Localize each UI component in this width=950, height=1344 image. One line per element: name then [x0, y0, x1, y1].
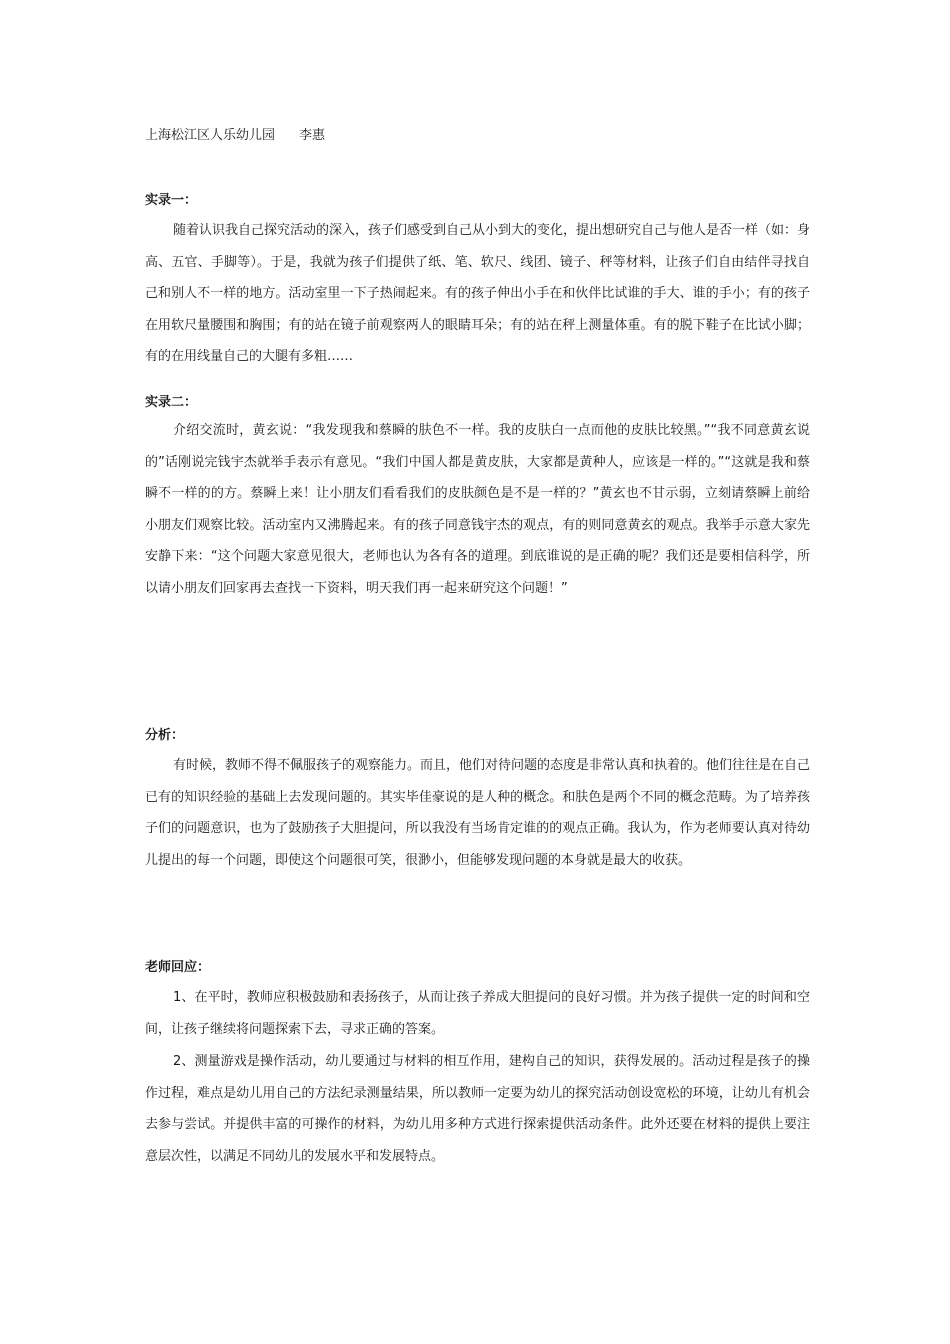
author-name: 李惠	[299, 128, 326, 143]
school-name: 上海松江区人乐幼儿园	[145, 128, 276, 143]
analysis-heading: 分析：	[145, 728, 185, 743]
analysis-paragraph: 有时候，教师不得不佩服孩子的观察能力。而且，他们对待问题的态度是非常认真和执着的。他们往往是在自己已有的知识经验的基础上去发现问题的。其实毕佳豪说的是人种的概念。和肤色是两个不同的概念范畴。为了培养孩子们的问题意识，也为了鼓励孩子大胆提问，所以我没有当场肯定谁的的观点正确。我认为，作为老师要认真对待幼儿提出的每一个问题，即使这个问题很可笑，很渺小，但能够发现问题的本身就是最大的收获。	[145, 758, 811, 868]
record2-paragraph: 介绍交流时，黄玄说：“我发现我和蔡瞬的肤色不一样。我的皮肤白一点而他的皮肤比较黑。”“我不同意黄玄说的”话刚说完钱宇杰就举手表示有意见。“我们中国人都是黄皮肤，大家都是黄种人，应该是一样的。”“这就是我和蔡瞬不一样的的方。蔡瞬上来！让小朋友们看看我们的皮肤颜色是不是一样的？”黄玄也不甘示弱，立刻请蔡瞬上前给小朋友们观察比较。活动室内又沸腾起来。有的孩子同意钱宇杰的观点，有的则同意黄玄的观点。我举手示意大家先安静下来：“这个问题大家意见很大，老师也认为各有各的道理。到底谁说的是正确的呢？我们还是要相信科学，所以请小朋友们回家再去查找一下资料，明天我们再一起来研究这个问题！”	[145, 423, 810, 596]
response-point-2: 2、测量游戏是操作活动，幼儿要通过与材料的相互作用，建构自己的知识，获得发展的。活动过程是孩子的操作过程，难点是幼儿用自己的方法纪录测量结果，所以教师一定要为幼儿的探究活动创设宽松的环境，让幼儿有机会去参与尝试。并提供丰富的可操作的材料，为幼儿用多种方式进行探索提供活动条件。此外还要在材料的提供上要注意层次性，以满足不同幼儿的发展水平和发展特点。	[145, 1054, 810, 1164]
teacher-response-heading: 老师回应：	[145, 960, 211, 975]
record1-heading: 实录一：	[145, 193, 198, 208]
record2-heading: 实录二：	[145, 395, 198, 410]
record1-paragraph: 随着认识我自己探究活动的深入，孩子们感受到自己从小到大的变化，提出想研究自己与他人是否一样（如：身高、五官、手脚等）。于是，我就为孩子们提供了纸、笔、软尺、线团、镜子、秤等材料，让孩子们自由结伴寻找自己和别人不一样的地方。活动室里一下子热闹起来。有的孩子伸出小手在和伙伴比试谁的手大、谁的手小；有的孩子在用软尺量腰围和胸围；有的站在镜子前观察两人的眼睛耳朵；有的站在秤上测量体重。有的脱下鞋子在比试小脚；有的在用线量自己的大腿有多粗……	[145, 223, 811, 364]
response-point-1: 1、在平时，教师应积极鼓励和表扬孩子，从而让孩子养成大胆提问的良好习惯。并为孩子提供一定的时间和空间，让孩子继续将问题探索下去，寻求正确的答案。	[145, 990, 810, 1037]
author-line	[145, 126, 325, 146]
